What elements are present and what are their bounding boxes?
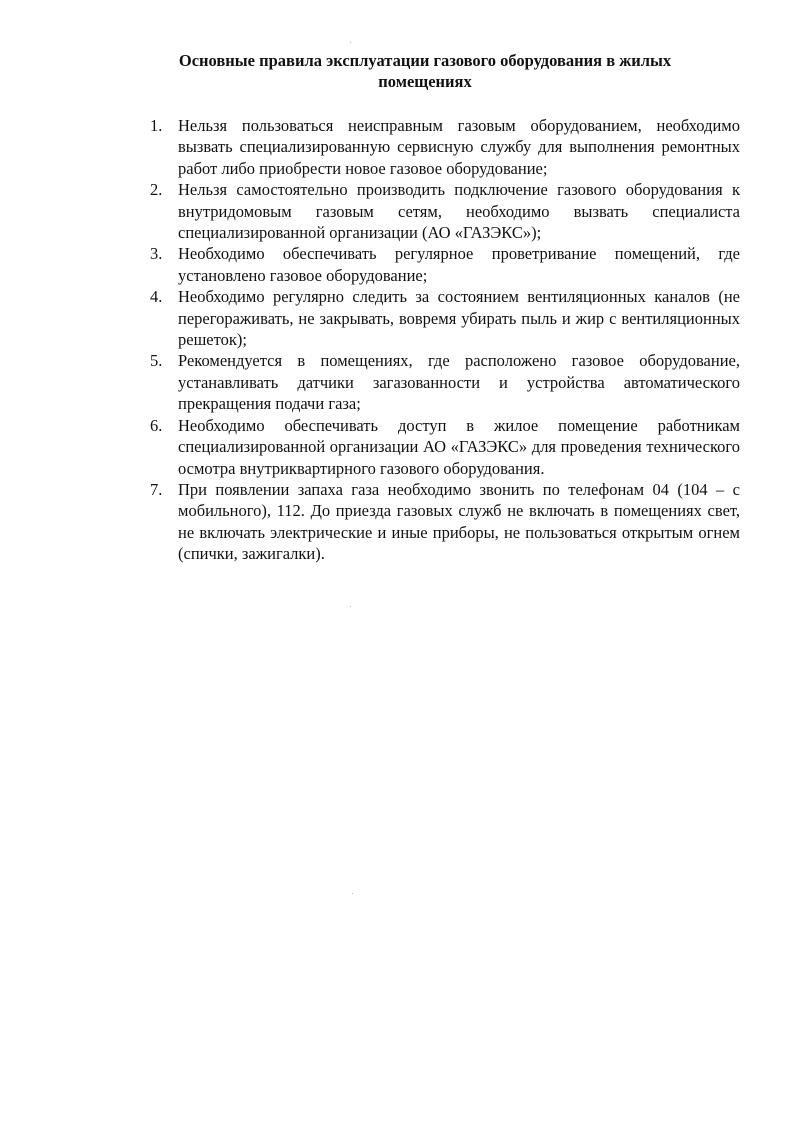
list-item-number: 4.: [150, 287, 163, 307]
list-item-text: Необходимо обеспечивать регулярное проветривание помещений, где установлено газовое оборудование;: [178, 244, 740, 285]
scan-speck: [350, 42, 351, 43]
list-item: [150, 286, 740, 350]
list-item: [150, 479, 740, 565]
list-item-number: 3.: [150, 244, 163, 264]
list-item-number: 7.: [150, 479, 163, 499]
list-item-text: Нельзя самостоятельно производить подключение газового оборудования к внутридомовым газовым сетям, необходимо вызвать специалиста специализированной организации (АО «ГАЗЭКС»);: [178, 180, 740, 243]
list-item: [150, 415, 740, 479]
scan-speck: [352, 893, 353, 894]
list-item-text: Необходимо регулярно следить за состоянием вентиляционных каналов (не перегораживать, не закрывать, вовремя убирать пыль и жир с вентиляционных решеток);: [178, 287, 740, 350]
list-item-text: При появлении запаха газа необходимо звонить по телефонам 04 (104 – с мобильного), 112. До приезда газовых служб не включать в помещениях свет, не включать электрические и иные приборы, не пользоваться открытым огнем (спички, зажигалки).: [178, 479, 740, 564]
list-item-number: 6.: [150, 415, 163, 435]
list-item-number: 5.: [150, 351, 163, 371]
list-item-number: 2.: [150, 180, 163, 200]
list-item: [150, 350, 740, 414]
list-item: [150, 179, 740, 243]
list-item: [150, 243, 740, 286]
list-item: [150, 115, 740, 179]
rules-list: [150, 115, 740, 565]
document-title: Основные правила эксплуатации газового оборудования в жилых помещениях: [178, 51, 672, 91]
list-item-text: Рекомендуется в помещениях, где расположено газовое оборудование, устанавливать датчики загазованности и устройства автоматического прекращения подачи газа;: [178, 351, 740, 414]
list-item-number: 1.: [150, 116, 163, 135]
list-item-text: Нельзя пользоваться неисправным газовым оборудованием, необходимо вызвать специализированную сервисную службу для выполнения ремонтных работ либо приобрести новое газовое оборудование;: [178, 116, 740, 178]
scan-speck: [350, 606, 351, 607]
list-item-text: Необходимо обеспечивать доступ в жилое помещение работникам специализированной организации АО «ГАЗЭКС» для проведения технического осмотра внутриквартирного газового оборудования.: [178, 415, 740, 478]
